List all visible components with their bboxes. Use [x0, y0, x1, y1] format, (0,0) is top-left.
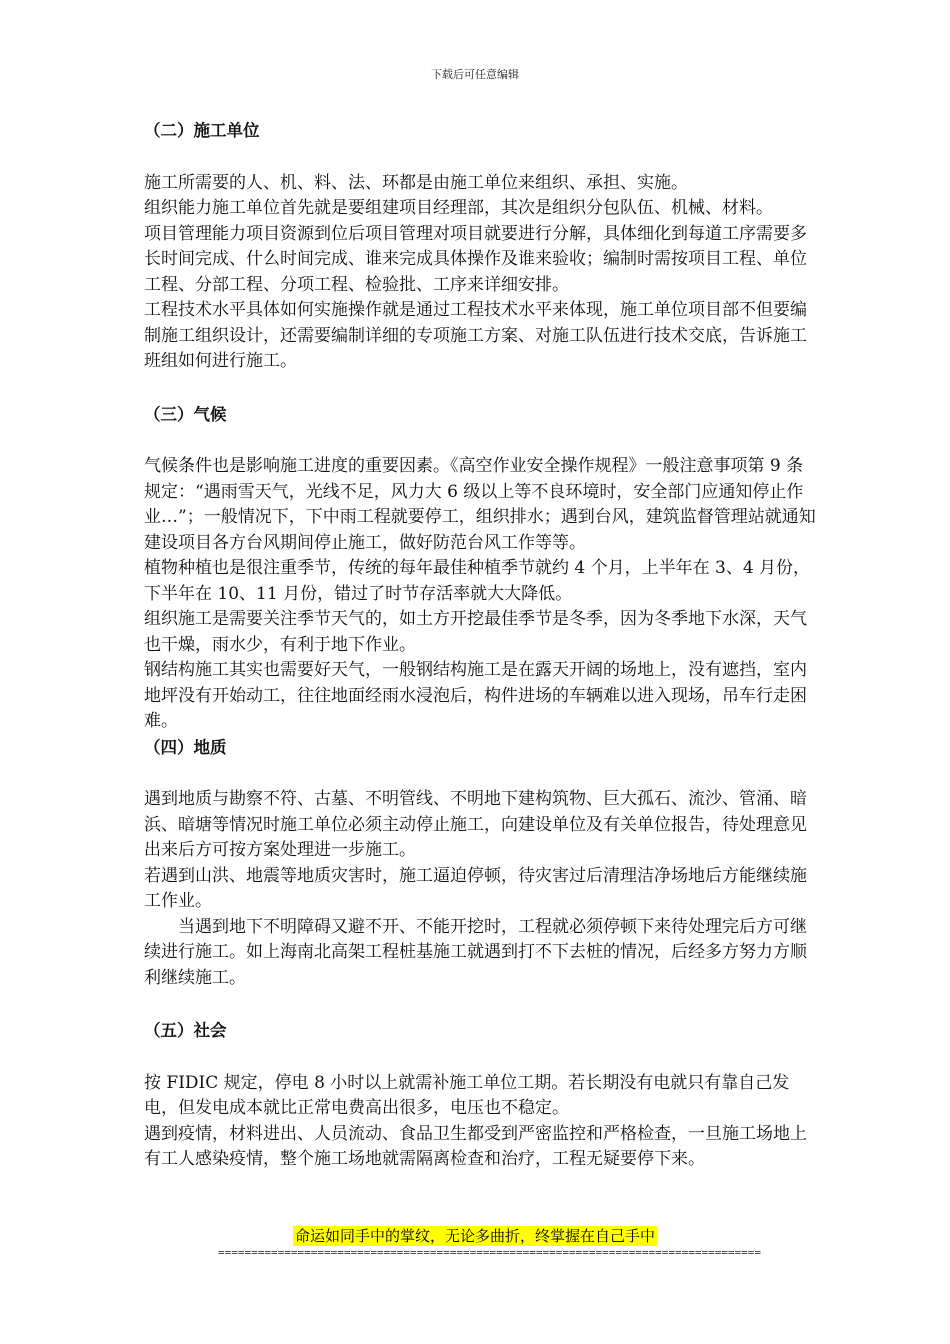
page-footer [0, 1226, 950, 1246]
paragraph: 组织能力施工单位首先就是要组建项目经理部，其次是组织分包队伍、机械、材料。 [144, 198, 773, 218]
paragraph: 组织施工是需要关注季节天气的，如土方开挖最佳季节是冬季，因为冬季地下水深，天气也干燥，雨水少，有利于地下作业。 [144, 609, 807, 655]
footer-rule: ================================================================================== [218, 1247, 762, 1259]
paragraph: 气候条件也是影响施工进度的重要因素。《高空作业安全操作规程》一般注意事项第 9 条规定：“遇雨雪天气，光线不足，风力大 6 级以上等不良环境时，安全部门应通知停止作业…”；一般情况下，下中雨工程就要停工，组织排水；遇到台风，建筑监督管理站就通知建设项目各方台风期间停止施工，做好防范台风工作等等。 [144, 456, 816, 553]
paragraph: 植物种植也是很注重季节，传统的每年最佳种植季节就约 4 个月，上半年在 3、4 月份，下半年在 10、11 月份，错过了时节存活率就大大降低。 [144, 558, 811, 604]
paragraph: 若遇到山洪、地震等地质灾害时，施工逼迫停顿，待灾害过后清理洁净场地后方能继续施工作业。 [144, 865, 807, 911]
page-header: 下载后可任意编辑 [431, 68, 519, 81]
section-heading: （四）地质 [144, 737, 227, 757]
section-heading: （三）气候 [144, 404, 227, 424]
paragraph: 钢结构施工其实也需要好天气，一般钢结构施工是在露天开阔的场地上，没有遮挡，室内地坪没有开始动工，往往地面经雨水浸泡后，构件进场的车辆难以进入现场，吊车行走困难。 [144, 660, 807, 731]
section-heading: （二）施工单位 [144, 121, 260, 140]
paragraph: 按 FIDIC 规定，停电 8 小时以上就需补施工单位工期。若长期没有电就只有靠自己发电，但发电成本就比正常电费高出很多，电压也不稳定。 [144, 1072, 790, 1118]
paragraph: 遇到疫情，材料进出、人员流动、食品卫生都受到严密监控和严格检查，一旦施工场地上有工人感染疫情，整个施工场地就需隔离检查和治疗，工程无疑要停下来。 [144, 1123, 807, 1169]
section-heading: （五）社会 [144, 1021, 227, 1040]
footer-motto: 命运如同手中的掌纹，无论多曲折，终掌握在自己手中 [294, 1227, 655, 1245]
paragraph: 当遇到地下不明障碍又避不开、不能开挖时，工程就必须停顿下来待处理完后方可继续进行施工。如上海南北高架工程桩基施工就遇到打不下去桩的情况，后经多方努力方顺利继续施工。 [144, 916, 807, 988]
document-body [144, 118, 816, 1173]
paragraph: 工程技术水平具体如何实施操作就是通过工程技术水平来体现，施工单位项目部不但要编制施工组织设计，还需要编制详细的专项施工方案、对施工队伍进行技术交底，告诉施工班组如何进行施工。 [144, 300, 807, 371]
paragraph: 遇到地质与勘察不符、古墓、不明管线、不明地下建构筑物、巨大孤石、流沙、管涌、暗浜、暗塘等情况时施工单位必须主动停止施工，向建设单位及有关单位报告，待处理意见出来后方可按方案处理进一步施工。 [144, 789, 807, 860]
paragraph: 施工所需要的人、机、料、法、环都是由施工单位来组织、承担、实施。 [144, 172, 688, 193]
paragraph: 项目管理能力项目资源到位后项目管理对项目就要进行分解，具体细化到每道工序需要多长时间完成、什么时间完成、谁来完成具体操作及谁来验收；编制时需按项目工程、单位工程、分部工程、分项工程、检验批、工序来详细安排。 [144, 223, 807, 295]
